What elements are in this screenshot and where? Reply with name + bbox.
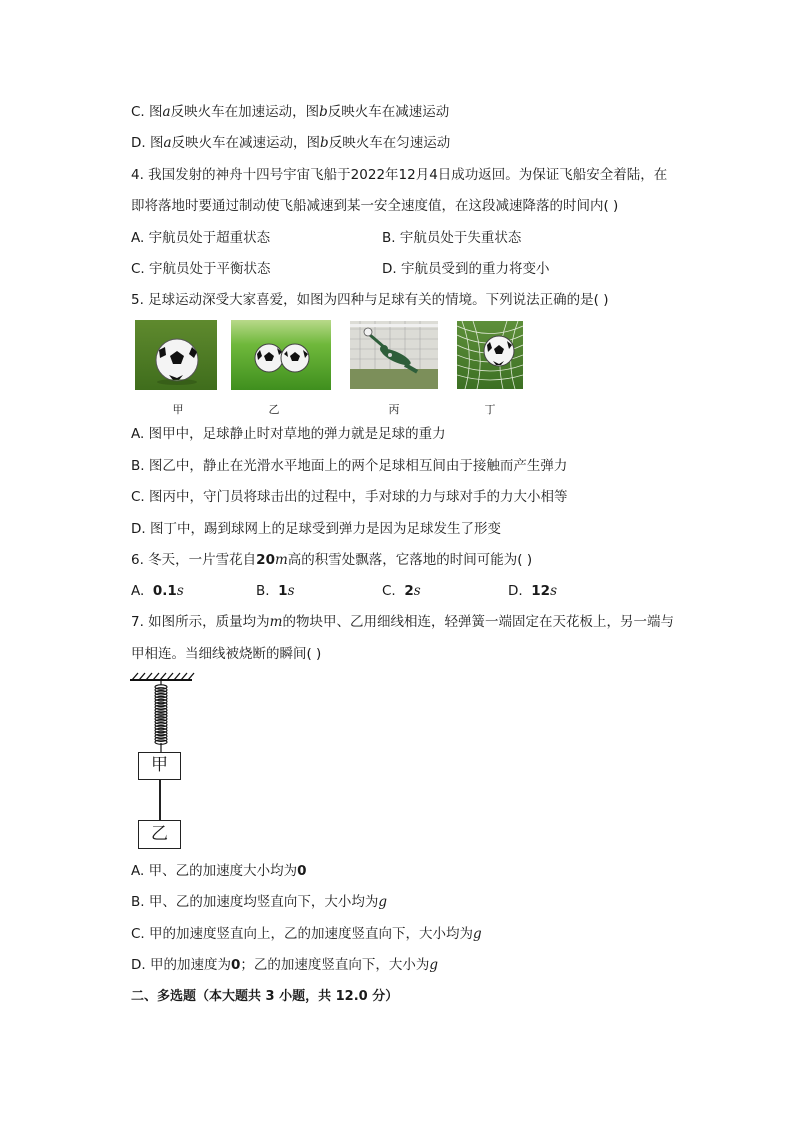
q6-option-b: B. 1s xyxy=(256,583,295,599)
photo-ding-ball-in-net xyxy=(457,321,523,389)
q5-option-a: A. 图甲中，足球静止时对草地的弹力就是足球的重力 xyxy=(131,426,446,442)
section-2-heading: 二、多选题（本大题共 3 小题，共 12.0 分） xyxy=(131,989,399,1004)
q7-option-a: A. 甲、乙的加速度大小均为0 xyxy=(131,863,307,879)
q7-option-d: D. 甲的加速度为0；乙的加速度竖直向下，大小为g xyxy=(131,957,439,973)
q4-option-b: B. 宇航员处于失重状态 xyxy=(382,230,522,246)
q5-option-d: D. 图丁中，踢到球网上的足球受到弹力是因为足球发生了形变 xyxy=(131,521,501,537)
q3-option-c: C. 图a反映火车在加速运动，图b反映火车在减速运动 xyxy=(131,104,450,120)
q5-option-c: C. 图丙中，守门员将球击出的过程中，手对球的力与球对手的力大小相等 xyxy=(131,489,568,505)
photo-bing-goalkeeper xyxy=(350,321,438,389)
q7-stem-line1: 7. 如图所示，质量均为m的物块甲、乙用细线相连，轻弹簧一端固定在天花板上，另一端与 xyxy=(131,614,674,630)
block-yi: 乙 xyxy=(138,820,181,849)
q7-option-c: C. 甲的加速度竖直向上，乙的加速度竖直向下，大小均为g xyxy=(131,926,482,942)
q5-option-b: B. 图乙中，静止在光滑水平地面上的两个足球相互间由于接触而产生弹力 xyxy=(131,458,568,474)
q6-option-c: C. 2s xyxy=(382,583,421,599)
q3-option-d: D. 图a反映火车在减速运动，图b反映火车在匀速运动 xyxy=(131,135,451,151)
q5-stem: 5. 足球运动深受大家喜爱，如图为四种与足球有关的情境。下列说法正确的是( ) xyxy=(131,292,609,308)
block-jia: 甲 xyxy=(138,752,181,780)
q4-option-d: D. 宇航员受到的重力将变小 xyxy=(382,261,550,277)
caption-ding: 丁 xyxy=(484,403,496,416)
q6-option-d: D. 12s xyxy=(508,583,558,599)
q4-option-c: C. 宇航员处于平衡状态 xyxy=(131,261,271,277)
caption-jia: 甲 xyxy=(172,403,184,416)
q4-option-a: A. 宇航员处于超重状态 xyxy=(131,230,271,246)
caption-yi: 乙 xyxy=(268,403,280,416)
photo-jia-ball-on-grass xyxy=(135,320,217,390)
caption-bing: 丙 xyxy=(388,403,400,416)
q7-stem-line2: 甲相连。当细线被烧断的瞬间( ) xyxy=(131,646,322,662)
q4-stem-line2: 即将落地时要通过制动使飞船减速到某一安全速度值，在这段减速降落的时间内( ) xyxy=(131,198,619,214)
q6-option-a: A. 0.1s xyxy=(131,583,184,599)
q6-stem: 6. 冬天，一片雪花自20m高的积雪处飘落，它落地的时间可能为( ) xyxy=(131,552,533,568)
photo-yi-two-balls xyxy=(231,320,331,390)
q4-stem-line1: 4. 我国发射的神舟十四号宇宙飞船于2022年12月4日成功返回。为保证飞船安全着陆，在 xyxy=(131,167,668,183)
connecting-thread xyxy=(159,780,161,821)
q7-option-b: B. 甲、乙的加速度均竖直向下，大小均为g xyxy=(131,894,387,910)
